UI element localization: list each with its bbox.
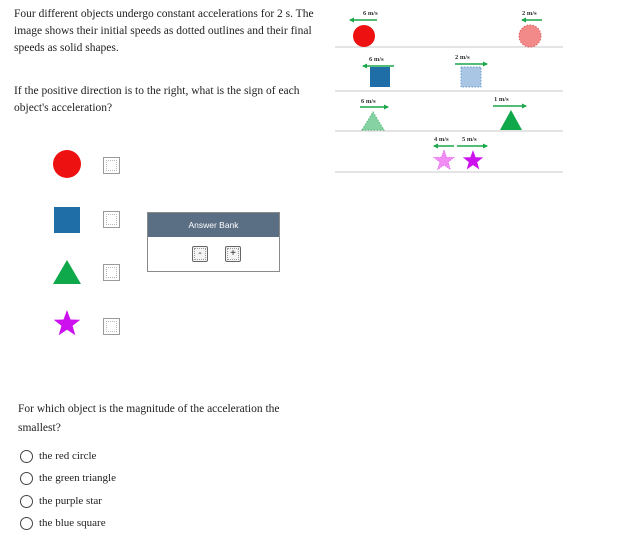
drop-target-square[interactable] <box>103 211 120 228</box>
motion-diagram <box>330 0 636 180</box>
purple-star-icon <box>54 310 81 335</box>
purple-star-final-icon <box>463 150 483 169</box>
option-label: the blue square <box>39 517 106 529</box>
green-triangle-icon <box>53 260 81 284</box>
option-label: the green triangle <box>39 472 116 484</box>
question-smallest: For which object is the magnitude of the acceleration the smallest? <box>18 403 280 434</box>
red-circle-icon <box>53 150 81 178</box>
speed-label-star-final: 5 m/s <box>462 136 477 143</box>
drop-target-star[interactable] <box>103 318 120 335</box>
blue-square-initial-icon <box>461 67 481 87</box>
radio-red-circle[interactable] <box>20 450 33 463</box>
option-label: the red circle <box>39 450 97 462</box>
speed-label-star-initial: 4 m/s <box>434 136 449 143</box>
red-circle-final-icon <box>353 25 375 47</box>
drop-target-circle[interactable] <box>103 157 120 174</box>
green-triangle-initial-icon <box>362 112 384 130</box>
green-triangle-final-icon <box>500 110 522 130</box>
drop-target-triangle[interactable] <box>103 264 120 281</box>
minus-token[interactable]: - <box>192 246 208 262</box>
option-label: the purple star <box>39 495 102 507</box>
intro-text: Four different objects undergo constant accelerations for 2 s. The image shows their initial speeds as dotted outlines and their final speeds as solid shapes. <box>14 8 314 54</box>
radio-purple-star[interactable] <box>20 495 33 508</box>
speed-label-circle-final: 6 m/s <box>363 10 378 17</box>
blue-square-icon <box>54 207 80 233</box>
shape-column <box>46 144 91 344</box>
speed-label-square-final: 6 m/s <box>369 56 384 63</box>
purple-star-initial-icon <box>434 150 454 169</box>
speed-label-square-initial: 2 m/s <box>455 54 470 61</box>
question-sign: If the positive direction is to the right, what is the sign of each object's acceleration? <box>14 85 300 114</box>
speed-label-circle-initial: 2 m/s <box>522 10 537 17</box>
blue-square-final-icon <box>370 67 390 87</box>
plus-token[interactable]: + <box>225 246 241 262</box>
speed-label-triangle-final: 1 m/s <box>494 96 509 103</box>
red-circle-initial-icon <box>519 25 541 47</box>
radio-blue-square[interactable] <box>20 517 33 530</box>
radio-green-triangle[interactable] <box>20 472 33 485</box>
answer-bank-title: Answer Bank <box>148 213 279 237</box>
speed-label-triangle-initial: 6 m/s <box>361 98 376 105</box>
answer-bank <box>147 212 280 272</box>
